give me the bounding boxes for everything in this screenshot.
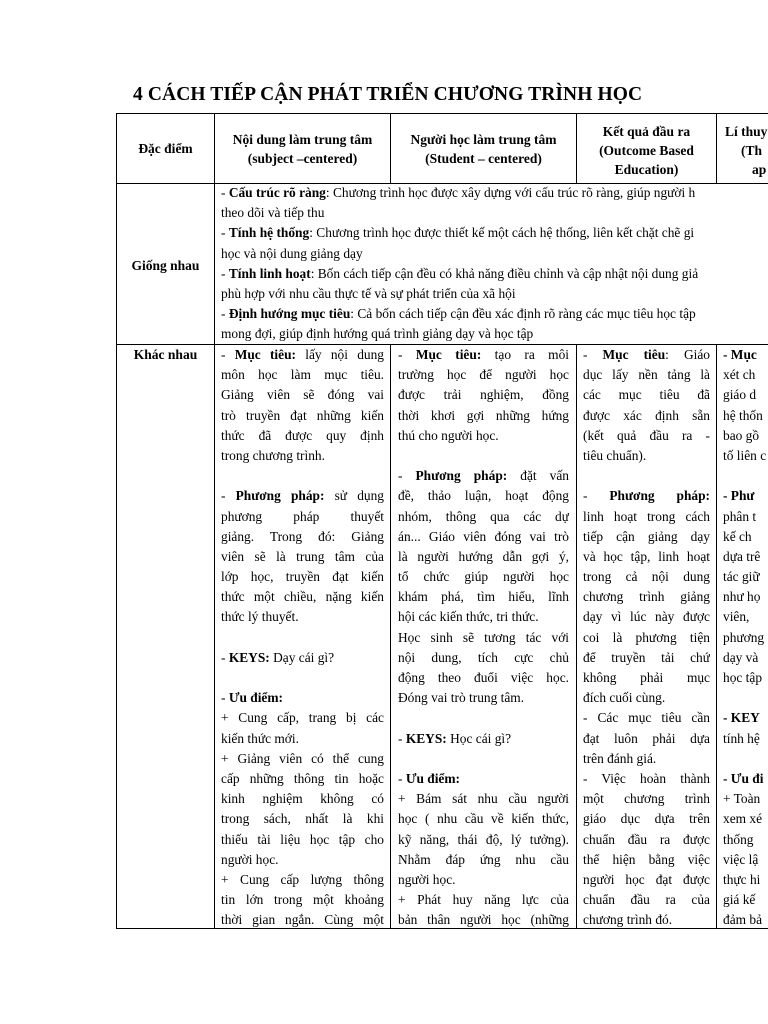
- header-feature: Đặc điểm: [138, 141, 193, 156]
- similarity-item: - Tính linh hoạt: Bốn cách tiếp cận đều có khả năng điều chỉnh và cập nhật nội dung giả: [221, 265, 699, 281]
- similarity-item: - Định hướng mục tiêu: Cả bốn cách tiếp cận đều xác định rõ ràng các mục tiêu học tập: [221, 306, 696, 322]
- row-label-different: Khác nhau: [133, 347, 198, 362]
- header-subject-centered: Nội dung làm trung tâm (subject –centered): [232, 132, 373, 166]
- similarity-item: - Cấu trúc rõ ràng: Chương trình học được xây dựng với cấu trúc rõ ràng, giúp người h: [221, 185, 696, 200]
- outcome-based-cell: - Mục tiêu: Giáo dục lấy nền tảng là các mục tiêu đã được xác định sẵn (kết quả đầu ra - tiêu chuẩn). - Phương pháp: linh hoạt trong cách tiếp cận giảng dạy và học tập, linh hoạt trong cả nội dung chương trình giảng dạy vì lúc này được coi là phương tiện để truyền tải chứ không phải mục đích cuối cùng. - Các mục tiêu cần đạt luôn phải dựa trên đánh giá. - Việc hoàn thành một chương trình giáo dục dựa trên chuẩn đầu ra được thể hiện bằng việc người học đạt được chuẩn đầu ra của chương trình đó.: [583, 347, 710, 928]
- theory-cell: - Mục xét ch giáo d hệ thốn bao gồ tố liên c - Phư phân t kế ch dựa trê tác giữ như họ viên, phương dạy và học tập - KEY tính hệ - Ưu đi + Toàn xem xé thống việc lậ thực hi giá kế đảm bả: [723, 347, 767, 928]
- header-student-centered: Người học làm trung tâm (Student – centered): [410, 132, 557, 166]
- student-centered-cell: - Mục tiêu: tạo ra môi trường học để người học được trải nghiệm, đồng thời khơi gợi những hứng thú cho người học. - Phương pháp: đặt vấn đề, thảo luận, hoạt động nhóm, thông qua các dự án... Giáo viên đóng vai trò là người hướng dẫn gợi ý, tổ chức giúp người học khám phá, tìm hiểu, lĩnh hội các kiến thức, tri thức. Học sinh sẽ tương tác với nội dung, tích cực chủ động theo đuổi việc học. Đóng vai trò trung tâm. - KEYS: Học cái gì? - Ưu điểm: + Bám sát nhu cầu người học ( nhu cầu về kiến thức, kỹ năng, thái độ, lý tưởng). Nhằm đáp ứng nhu cầu người học. + Phát huy năng lực của bản thân người học (những: [398, 347, 569, 928]
- similarity-item: - Tính hệ thống: Chương trình học được thiết kế một cách hệ thống, liên kết chặt chẽ gi: [221, 225, 695, 241]
- similarities-cell: - Cấu trúc rõ ràng: Chương trình học được xây dựng với cấu trúc rõ ràng, giúp người h theo dõi và tiếp thu - Tính hệ thống: Chương trình học được thiết kế một cách hệ thống, liên kết chặt chẽ gi học và nội dung giảng dạy - Tính linh hoạt: Bốn cách tiếp cận đều có khả năng điều chỉnh và cập nhật nội dung giả phù hợp với nhu cầu thực tế và sự phát triển của xã hội - Định hướng mục tiêu: Cả bốn cách tiếp cận đều xác định rõ ràng các mục tiêu học tập mong đợi, giúp định hướng quá trình giảng dạy và học tập: [221, 183, 768, 345]
- header-outcome-based: Kết quả đầu ra (Outcome Based Education): [599, 124, 694, 177]
- row-label-similar: Giống nhau: [131, 258, 200, 273]
- document-title: 4 CÁCH TIẾP CẬN PHÁT TRIỂN CHƯƠNG TRÌNH HỌC: [133, 84, 643, 105]
- header-theory: Lí thuy (Th ap: [725, 124, 768, 177]
- subject-centered-cell: - Mục tiêu: lấy nội dung môn học làm mục tiêu. Giảng viên sẽ đóng vai trò truyền đạt những kiến thức đã được quy định trong chương trình. - Phương pháp: sử dụng phương pháp thuyết giảng. Trong đó: Giảng viên sẽ là trung tâm của lớp học, truyền đạt kiến thức một chiều, nặng kiến thức lý thuyết. - KEYS: Dạy cái gì? - Ưu điểm: + Cung cấp, trang bị các kiến thức mới. + Giảng viên có thể cung cấp những thông tin hoặc kinh nghiệm không có trong sách, nhất là khi thiếu tài liệu học tập cho người học. + Cung cấp lượng thông tin lớn trong một khoảng thời gian ngắn. Cùng một: [221, 347, 384, 928]
